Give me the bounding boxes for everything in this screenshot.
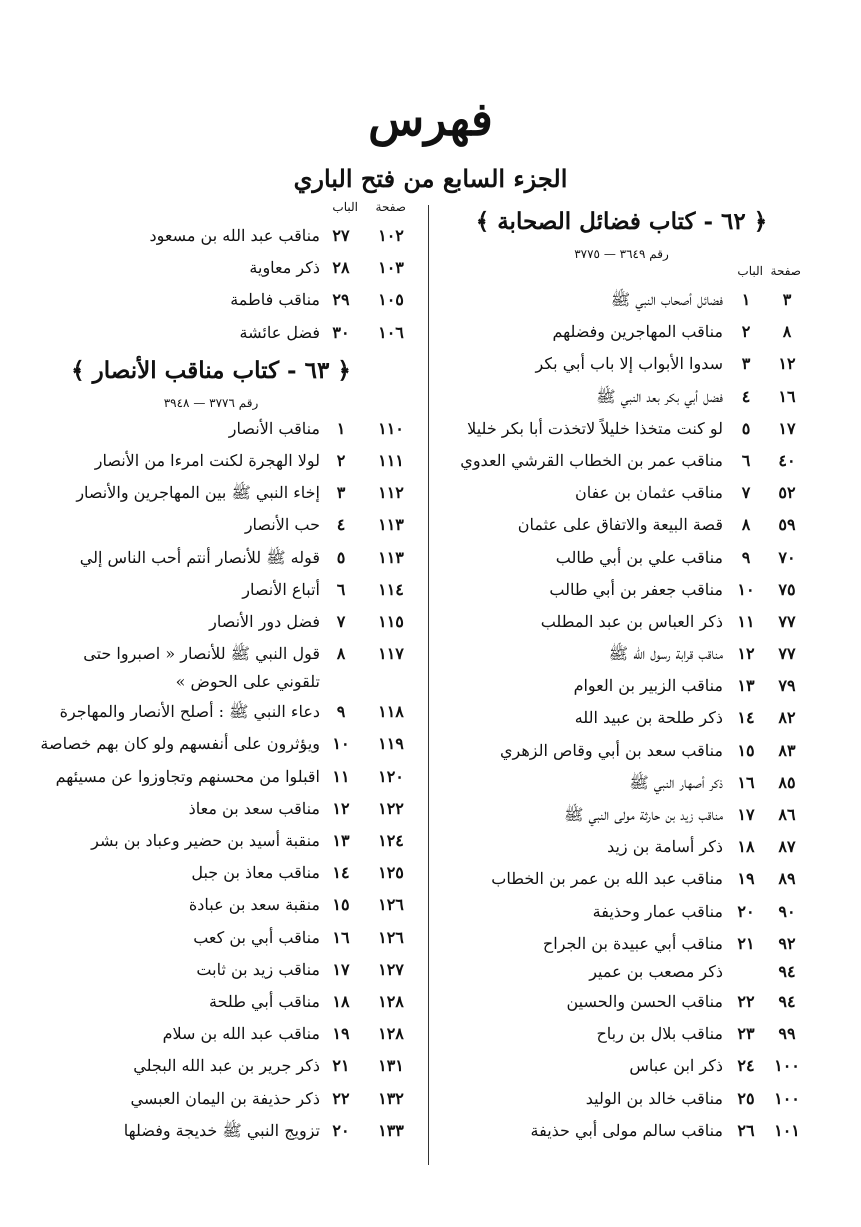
page-title: فهرس [368, 92, 493, 146]
list-item [6, 696, 416, 728]
list-item [6, 445, 416, 477]
bab-number: ٤ [336, 515, 346, 535]
book-heading: ﴿ ٦٣ - كتاب مناقب الأنصار ﴾ [71, 356, 351, 384]
page-number: ١٢٥ [378, 863, 404, 883]
page-number: ٨٩ [778, 869, 796, 889]
list-item [434, 606, 809, 638]
list-item [6, 220, 416, 252]
bab-number: ٦ [336, 579, 346, 599]
page-number: ٧٧ [778, 611, 796, 631]
bab-number: ٢٢ [332, 1088, 350, 1108]
bab-number: ١١ [737, 611, 755, 631]
entry-title: مناقب أبي عبيدة بن الجراح [542, 933, 723, 953]
entry-title: مناقب عبد الله بن عمر بن الخطاب [491, 869, 723, 889]
page-number: ٩٤ [778, 961, 796, 981]
index-entries [434, 284, 809, 1147]
list-item [434, 348, 809, 380]
page-number: ١٣٢ [378, 1088, 404, 1108]
entry-title: ذكر طلحة بن عبيد الله [574, 708, 723, 728]
page-number: ١٠٢ [378, 226, 404, 245]
bab-number: ١٨ [737, 837, 755, 857]
entry-title: مناقب خالد بن الوليد [585, 1088, 723, 1108]
page-number: ١٠٠ [774, 1088, 800, 1108]
bab-number: ٢١ [737, 933, 755, 953]
book-heading: ﴿ ٦٢ - كتاب فضائل الصحابة ﴾ [475, 208, 768, 235]
bab-number: ١٩ [737, 869, 755, 889]
entry-title: لولا الهجرة لكنت امرءا من الأنصار [94, 450, 320, 470]
bab-number: ٢٠ [332, 1120, 350, 1140]
list-item [434, 413, 809, 445]
list-item [6, 793, 416, 825]
entry-title: مناقب الحسن والحسين [566, 991, 723, 1011]
index-entries [6, 220, 416, 349]
page-number: ٥٩ [778, 515, 796, 535]
bab-number: ٩ [741, 547, 751, 567]
bab-number: ١٢ [737, 644, 755, 664]
bab-number: ٦ [741, 450, 751, 470]
bab-number: ٤ [741, 386, 751, 406]
list-item [6, 574, 416, 606]
list-item [434, 960, 809, 986]
entry-title: مناقب المهاجرين وفضلهم [552, 322, 723, 342]
bab-number: ١٩ [332, 1024, 350, 1044]
page-number: ١١٤ [378, 579, 404, 599]
entry-title: مناقب عمار وحذيفة [592, 901, 723, 921]
entry-title: إخاء النبي ﷺ بين المهاجرين والأنصار [76, 483, 320, 503]
bab-column-header: الباب [737, 264, 763, 278]
page-number: ١٧ [778, 418, 796, 438]
list-item [434, 1115, 809, 1147]
list-item [6, 761, 416, 793]
page-number: ٩٢ [778, 933, 796, 953]
entry-title: حب الأنصار [244, 515, 320, 535]
column-headers [434, 264, 809, 284]
page-number: ٨٣ [778, 740, 796, 760]
list-item [434, 896, 809, 928]
page-number: ١٢ [778, 354, 796, 374]
entry-title: قوله ﷺ للأنصار أنتم أحب الناس إلي [79, 547, 320, 567]
list-item [434, 381, 809, 413]
list-item [6, 922, 416, 954]
page-number: ١١٣ [378, 547, 404, 567]
page-number: ١٠٦ [378, 322, 404, 342]
page-number: ١٠٣ [378, 258, 404, 278]
entry-title: قول النبي ﷺ للأنصار « اصبروا حتى [83, 644, 320, 664]
list-item [6, 825, 416, 857]
list-item [434, 702, 809, 734]
entry-title: مناقب سعد بن أبي وقاص الزهري [500, 740, 723, 760]
page-number: ٧٩ [778, 676, 796, 696]
bab-number: ٧ [741, 483, 751, 503]
entry-title: فضل عائشة [239, 322, 320, 342]
entry-title: مناقب بلال بن رباح [596, 1024, 723, 1044]
list-item [6, 1018, 416, 1050]
list-item [434, 316, 809, 348]
entry-title: دعاء النبي ﷺ : أصلح الأنصار والمهاجرة [59, 702, 320, 722]
entry-title: مناقب زيد بن حارثة مولى النبي ﷺ [564, 805, 723, 824]
bab-number: ٢٨ [332, 258, 350, 278]
bab-number: ٨ [336, 644, 346, 664]
entry-title: مناقب عبد الله بن سلام [162, 1024, 320, 1044]
entry-title: لو كنت متخذا خليلاً لاتخذت أبا بكر خليلا [467, 418, 723, 438]
list-item [6, 1083, 416, 1115]
list-item [434, 284, 809, 316]
bab-number: ٥ [741, 418, 751, 438]
list-item [6, 542, 416, 574]
bab-number: ١٦ [737, 772, 755, 792]
bab-number: ١ [336, 418, 346, 438]
entry-title: ذكر معاوية [249, 258, 320, 278]
entry-title: مناقب عثمان بن عفان [574, 483, 723, 503]
list-item [434, 799, 809, 831]
list-item [6, 477, 416, 509]
bab-number: ٢ [741, 322, 751, 342]
entry-title: مناقب عمر بن الخطاب القرشي العدوي [460, 450, 723, 470]
bab-number: ٧ [336, 611, 346, 631]
page-column-header: صفحة [770, 264, 801, 278]
list-item [434, 831, 809, 863]
entry-title: سدوا الأبواب إلا باب أبي بكر [535, 354, 723, 374]
entry-title: مناقب الأنصار [228, 418, 320, 438]
column-headers [6, 200, 416, 220]
page-number: ١٣١ [378, 1056, 404, 1076]
page-number: ٧٧ [778, 644, 796, 664]
page-number: ١٢٦ [378, 927, 404, 947]
bab-number: ١٢ [332, 798, 350, 818]
list-item [6, 509, 416, 541]
list-item [6, 857, 416, 889]
entry-title: مناقب معاذ بن جبل [191, 863, 320, 883]
entry-title: تزويج النبي ﷺ خديجة وفضلها [123, 1120, 320, 1140]
list-item [434, 574, 809, 606]
entry-title: قصة البيعة والاتفاق على عثمان [517, 515, 723, 535]
entry-title: ذكر أسامة بن زيد [607, 837, 723, 857]
entry-title: اقبلوا من محسنهم وتجاوزوا عن مسيئهم [55, 766, 320, 786]
page-number: ٥٢ [778, 483, 796, 503]
list-item [6, 252, 416, 284]
page-number: ٨٦ [778, 805, 796, 824]
page-number: ٨٢ [778, 708, 796, 728]
page-number: ١١٠ [378, 418, 404, 438]
bab-number: ٥ [336, 547, 346, 567]
list-item [6, 986, 416, 1018]
bab-number: ١٥ [332, 895, 350, 915]
page-number: ١٣٣ [378, 1120, 404, 1140]
bab-number: ١٣ [737, 676, 755, 696]
list-item [6, 728, 416, 760]
page-number: ١٢٧ [378, 959, 404, 979]
page-number: ١١٢ [378, 483, 404, 503]
entry-title: تلقوني على الحوض » [175, 672, 320, 692]
list-item [434, 477, 809, 509]
page-number: ٩٩ [778, 1024, 796, 1044]
page-number: ٨٥ [778, 772, 796, 792]
bab-number: ٢٢ [737, 991, 755, 1011]
bab-number: ٢٣ [737, 1024, 755, 1044]
list-item [6, 413, 416, 445]
entry-title: مناقب زيد بن ثابت [196, 959, 320, 979]
entry-title: مناقب سالم مولى أبي حذيفة [530, 1120, 723, 1140]
entry-title: مناقب أبي طلحة [209, 991, 320, 1011]
list-item [6, 1050, 416, 1082]
bab-number: ٣ [336, 483, 346, 503]
bab-number: ١٤ [332, 863, 350, 883]
list-item [434, 1018, 809, 1050]
column-divider [428, 205, 429, 1165]
list-item [434, 1083, 809, 1115]
page-number: ١١٩ [378, 734, 404, 754]
bab-number: ٨ [741, 515, 751, 535]
page-number: ٤٠ [778, 450, 796, 470]
list-item [6, 670, 416, 696]
list-item [6, 638, 416, 670]
bab-number: ٢٤ [737, 1056, 755, 1076]
list-item [434, 735, 809, 767]
volume-subtitle: الجزء السابع من فتح الباري [293, 164, 568, 193]
list-item [6, 1115, 416, 1147]
bab-number: ٢ [336, 450, 346, 470]
list-item [434, 767, 809, 799]
entry-title: ذكر أصهار النبي ﷺ [629, 772, 723, 792]
list-item [6, 954, 416, 986]
bab-column-header: الباب [332, 200, 358, 214]
bab-number: ١١ [332, 766, 350, 786]
page-number: ١٢٢ [378, 798, 404, 818]
page-number: ١٠٠ [774, 1056, 800, 1076]
bab-number: ١٧ [737, 805, 755, 824]
page-number: ١١٣ [378, 515, 404, 535]
page-number: ١١٨ [378, 702, 404, 722]
bab-number: ١٨ [332, 991, 350, 1011]
page-number: ٧٠ [778, 547, 796, 567]
list-item [434, 986, 809, 1018]
bab-number: ١٥ [737, 740, 755, 760]
page-number: ١٢٦ [378, 895, 404, 915]
page-number: ٩٤ [778, 991, 796, 1011]
index-column-left [6, 200, 416, 1147]
entry-title: ذكر العباس بن عبد المطلب [540, 611, 723, 631]
bab-number: ١٦ [332, 927, 350, 947]
bab-number: ٩ [336, 702, 346, 722]
list-item [6, 606, 416, 638]
bab-number: ٢٠ [737, 901, 755, 921]
entry-title: ذكر مصعب بن عمير [589, 961, 723, 981]
entry-title: مناقب جعفر بن أبي طالب [549, 579, 723, 599]
bab-number: ١٠ [332, 734, 350, 754]
entry-title: مناقب فاطمة [230, 290, 320, 310]
entry-title: ذكر ابن عباس [629, 1056, 723, 1076]
entry-title: فضل دور الأنصار [209, 611, 320, 631]
page-column-header: صفحة [375, 200, 406, 214]
page-number: ٨ [782, 322, 792, 342]
list-item [6, 317, 416, 349]
entry-title: مناقب الزبير بن العوام [573, 676, 723, 696]
list-item [434, 670, 809, 702]
page-number: ١٠١ [774, 1120, 800, 1140]
entry-title: فضل أبي بكر بعد النبي ﷺ [596, 386, 723, 406]
list-item [434, 509, 809, 541]
entry-title: مناقب سعد بن معاذ [188, 798, 320, 818]
entry-title: منقبة سعد بن عبادة [188, 895, 320, 915]
page-number: ٨٧ [778, 837, 796, 857]
entry-title: مناقب قرابة رسول الله ﷺ [608, 644, 723, 664]
list-item [434, 445, 809, 477]
bab-number: ٣ [741, 354, 751, 374]
bab-number: ١٠ [737, 579, 755, 599]
bab-number: ٢٩ [332, 290, 350, 310]
list-item [434, 1050, 809, 1082]
index-column-right [434, 200, 809, 1147]
page-number: ١٢٠ [378, 766, 404, 786]
page-number: ١٦ [778, 386, 796, 406]
bab-number: ١ [741, 290, 751, 309]
entry-title: منقبة أسيد بن حضير وعباد بن بشر [91, 831, 320, 850]
bab-number: ٢٦ [737, 1120, 755, 1140]
page-number: ١٢٤ [378, 831, 404, 850]
entry-title: مناقب عبد الله بن مسعود [149, 226, 320, 245]
hadith-range: رقم ٣٦٤٩ — ٣٧٧٥ [574, 247, 669, 261]
page-number: ١١١ [378, 450, 404, 470]
page-number: ١١٥ [378, 611, 404, 631]
page-number: ١٠٥ [378, 290, 404, 310]
bab-number: ١٤ [737, 708, 755, 728]
index-entries [6, 413, 416, 1147]
bab-number: ١٧ [332, 959, 350, 979]
page-number: ٧٥ [778, 579, 796, 599]
entry-title: فضائل أصحاب النبي ﷺ [610, 290, 723, 309]
list-item [434, 863, 809, 895]
page-number: ٣ [782, 290, 792, 309]
entry-title: مناقب علي بن أبي طالب [555, 547, 723, 567]
entry-title: ذكر جرير بن عبد الله البجلي [133, 1056, 320, 1076]
bab-number: ٢١ [332, 1056, 350, 1076]
bab-number: ٢٥ [737, 1088, 755, 1108]
list-item [434, 638, 809, 670]
list-item [434, 928, 809, 960]
entry-title: مناقب أبي بن كعب [193, 927, 320, 947]
list-item [6, 889, 416, 921]
bab-number: ٣٠ [332, 322, 350, 342]
page-number: ١٢٨ [378, 1024, 404, 1044]
entry-title: ذكر حذيفة بن اليمان العبسي [130, 1088, 320, 1108]
entry-title: ويؤثرون على أنفسهم ولو كان بهم خصاصة [40, 734, 320, 754]
list-item [6, 284, 416, 316]
page-number: ١٢٨ [378, 991, 404, 1011]
hadith-range: رقم ٣٧٧٦ — ٣٩٤٨ [163, 395, 259, 410]
list-item [434, 542, 809, 574]
bab-number: ٢٧ [332, 226, 350, 245]
page-number: ٩٠ [778, 901, 796, 921]
bab-number: ١٣ [332, 831, 350, 850]
page-number: ١١٧ [378, 644, 404, 664]
entry-title: أتباع الأنصار [242, 579, 320, 599]
